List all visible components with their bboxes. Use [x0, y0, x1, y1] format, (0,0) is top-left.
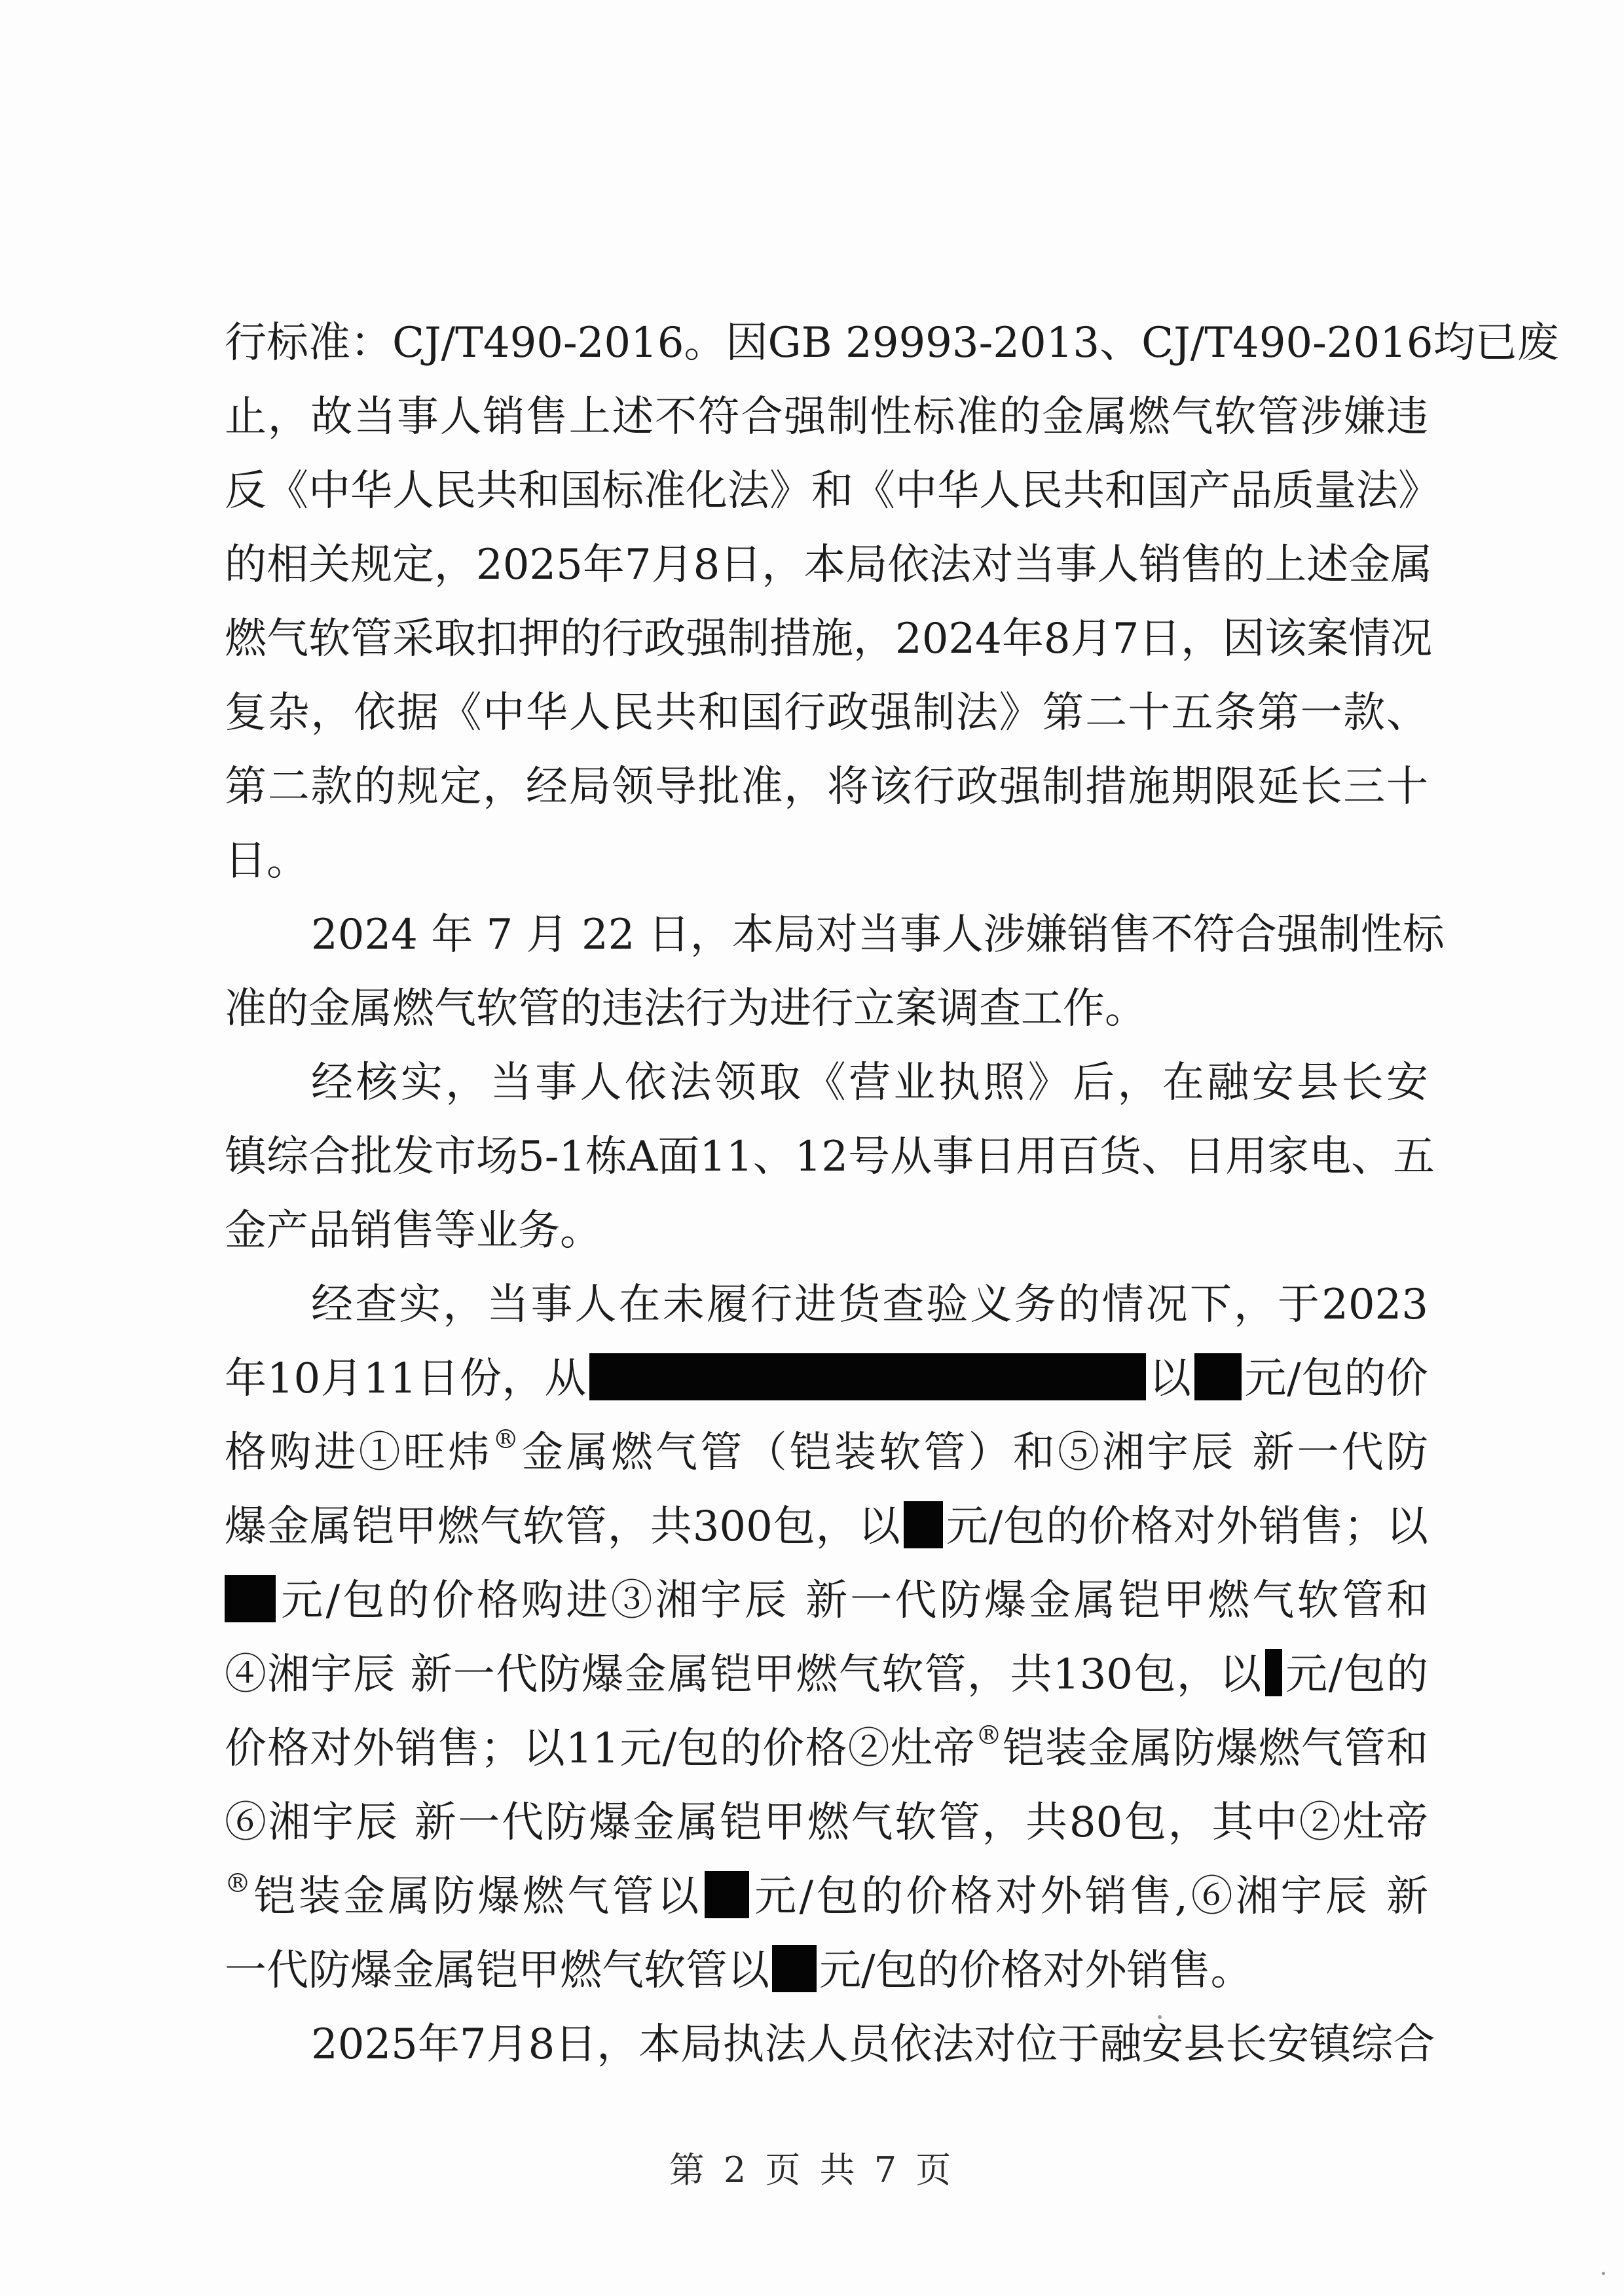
- line-text: 2024 年 7 月 22 日，本局对当事人涉嫌销售不符合强制性标: [311, 911, 1445, 959]
- text-line: [225, 1712, 1428, 1786]
- scan-speck: [1602, 2272, 1605, 2275]
- redaction-bar: [589, 1353, 1146, 1400]
- line-text: 反《中华人民共和国标准化法》和《中华人民共和国产品质量法》: [225, 467, 1440, 515]
- line-text: ⑥湘宇辰 新一代防爆金属铠甲燃气软管，共80包，其中②灶帝: [225, 1798, 1428, 1847]
- redaction-bar: [705, 1871, 749, 1918]
- text-line: [225, 676, 1428, 750]
- text-line: [225, 750, 1428, 824]
- line-text: 日。: [225, 837, 308, 885]
- text-line: [225, 306, 1559, 380]
- line-text: 2025年7月8日，本局执法人员依法对位于融安县长安镇综合: [311, 2020, 1435, 2069]
- registered-mark: ®: [225, 1868, 251, 1899]
- line-text: 格购进①旺炜: [225, 1429, 493, 1477]
- redaction-bar: [904, 1501, 943, 1548]
- text-line: [225, 1416, 1428, 1490]
- line-text: 元/包的价格购进③湘宇辰 新一代防爆金属铠甲燃气软管和: [278, 1576, 1428, 1625]
- text-line: [225, 1490, 1428, 1564]
- line-text: 元/包的价格对外销售。: [819, 1946, 1253, 1995]
- line-text: 复杂，依据《中华人民共和国行政强制法》第二十五条第一款、: [225, 689, 1428, 737]
- line-text: 元/包的价格对外销售,⑥湘宇辰 新: [751, 1872, 1429, 1921]
- redaction-bar: [1265, 1649, 1282, 1696]
- text-line: [225, 1342, 1428, 1416]
- redaction-bar: [772, 1945, 817, 1992]
- text-line: [225, 528, 1433, 602]
- line-text: 准的金属燃气软管的违法行为进行立案调查工作。: [225, 985, 1147, 1033]
- text-line: [225, 454, 1440, 528]
- scan-speck: [1158, 2015, 1162, 2019]
- text-line: [225, 1120, 1435, 1194]
- line-text: 铠装金属防爆燃气管和: [1001, 1724, 1429, 1773]
- line-text: 一代防爆金属铠甲燃气软管以: [225, 1946, 769, 1995]
- text-line: [225, 1638, 1428, 1712]
- line-text: 以: [1149, 1355, 1192, 1403]
- text-line: [225, 1194, 1428, 1268]
- line-text: 行标准：CJ/T490-2016。因GB 29993-2013、CJ/T490-2016均已废: [225, 319, 1559, 367]
- redaction-bar: [1194, 1353, 1242, 1400]
- registered-mark: ®: [492, 1425, 519, 1455]
- text-line: [225, 380, 1428, 454]
- text-line: [225, 1564, 1428, 1638]
- line-text: 元/包的价: [1244, 1355, 1429, 1403]
- line-text: 金属燃气管（铠装软管）和⑤湘宇辰 新一代防: [519, 1429, 1429, 1477]
- registered-mark: ®: [975, 1721, 1002, 1751]
- text-line: [311, 1268, 1428, 1342]
- line-text: 元/包的价格对外销售；以: [945, 1503, 1429, 1551]
- line-text: 价格对外销售；以11元/包的价格②灶帝: [225, 1724, 976, 1773]
- text-line: [311, 1046, 1428, 1120]
- line-text: 爆金属铠甲燃气软管，共300包，以: [225, 1503, 901, 1551]
- text-line: [225, 1860, 1428, 1934]
- line-text: 的相关规定，2025年7月8日，本局依法对当事人销售的上述金属: [225, 541, 1433, 589]
- text-line: [311, 898, 1445, 972]
- text-line: [225, 972, 1428, 1046]
- line-text: 经查实，当事人在未履行进货查验义务的情况下，于2023: [311, 1281, 1428, 1329]
- text-line: [225, 602, 1433, 676]
- line-text: 镇综合批发市场5-1栋A面11、12号从事日用百货、日用家电、五: [225, 1133, 1435, 1181]
- text-line: [311, 2008, 1435, 2082]
- page-number-footer: 第 2 页 共 7 页: [669, 2149, 955, 2191]
- text-line: [225, 1934, 1428, 2008]
- line-text: 金产品销售等业务。: [225, 1207, 602, 1255]
- redaction-bar: [225, 1575, 276, 1622]
- line-text: 止，故当事人销售上述不符合强制性标准的金属燃气软管涉嫌违: [225, 393, 1428, 441]
- text-line: [225, 824, 1428, 898]
- line-text: 元/包的: [1284, 1650, 1429, 1699]
- line-text: 铠装金属防爆燃气管以: [251, 1872, 702, 1921]
- line-text: 经核实，当事人依法领取《营业执照》后，在融安县长安: [311, 1059, 1428, 1107]
- line-text: 燃气软管采取扣押的行政强制措施，2024年8月7日，因该案情况: [225, 615, 1433, 663]
- text-line: [225, 1786, 1428, 1860]
- line-text: ④湘宇辰 新一代防爆金属铠甲燃气软管，共130包，以: [225, 1650, 1263, 1699]
- line-text: 年10月11日份，从: [225, 1355, 587, 1403]
- line-text: 第二款的规定，经局领导批准，将该行政强制措施期限延长三十: [225, 763, 1428, 811]
